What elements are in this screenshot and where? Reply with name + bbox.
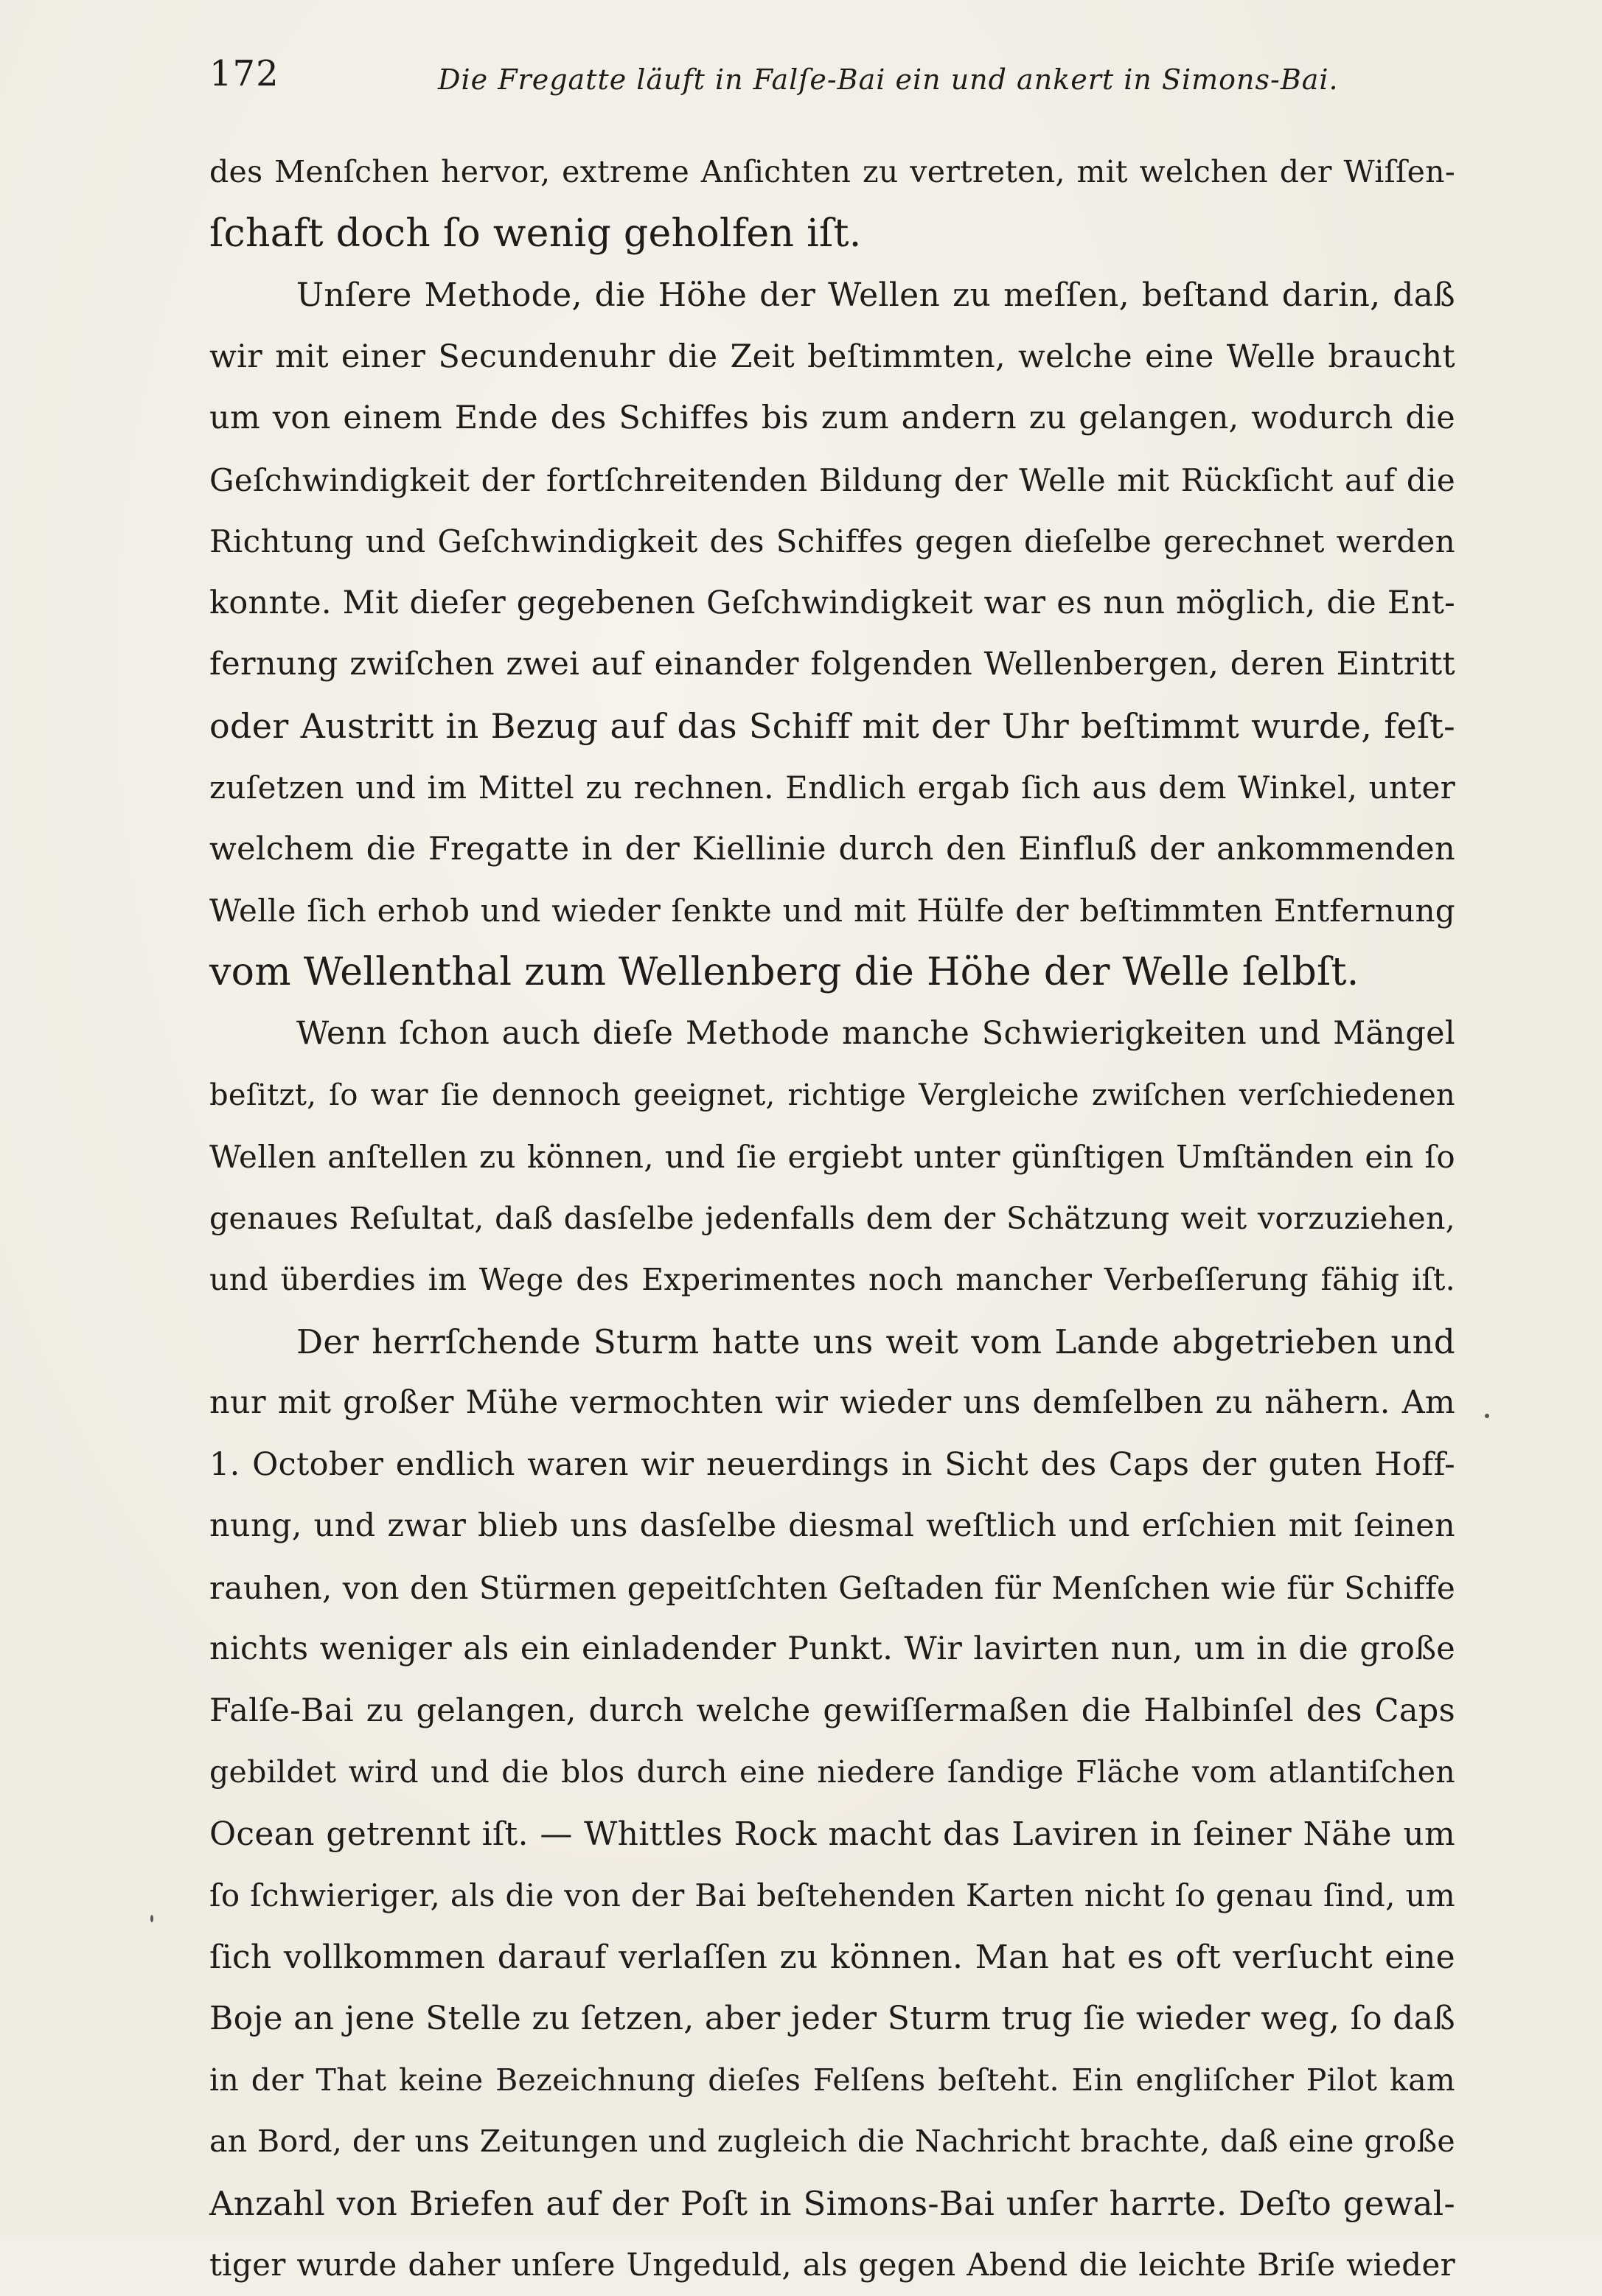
text-line: oder Austritt in Bezug auf das Schiff mit der Uhr beſtimmt wurde, feſt-	[209, 705, 1455, 746]
paragraph-start-line: Unſere Methode, die Höhe der Wellen zu meſſen, beſtand darin, daß	[296, 276, 1455, 314]
text-line: in der That keine Bezeichnung dieſes Felſens beſteht. Ein engliſcher Pilot kam	[209, 2062, 1455, 2098]
text-line: vom Wellenthal zum Wellenberg die Höhe der Welle ſelbſt.	[209, 949, 1359, 994]
page-number: 172	[209, 53, 279, 94]
text-line: Falſe-Bai zu gelangen, durch welche gewiſſermaßen die Halbinſel des Caps	[209, 1692, 1455, 1729]
paragraph-start-line: Der herrſchende Sturm hatte uns weit vom Lande abgetrieben und	[296, 1322, 1455, 1361]
text-line: genaues Reſultat, daß dasſelbe jedenfalls dem der Schätzung weit vorzuziehen,	[209, 1200, 1455, 1236]
text-line: Wellen anſtellen zu können, und ſie ergiebt unter günſtigen Umſtänden ein ſo	[209, 1139, 1455, 1175]
text-line: tiger wurde daher unſere Ungeduld, als gegen Abend die leichte Briſe wieder	[209, 2247, 1455, 2283]
body-text	[209, 142, 1455, 2296]
paper-speck	[150, 1915, 153, 1922]
text-line: beſitzt, ſo war ſie dennoch geeignet, richtige Vergleiche zwiſchen verſchiedenen	[209, 1078, 1455, 1112]
text-line: Richtung und Geſchwindigkeit des Schiffes gegen dieſelbe gerechnet werden	[209, 523, 1455, 559]
text-line: um von einem Ende des Schiffes bis zum andern zu gelangen, wodurch die	[209, 399, 1455, 436]
paragraph-start-line: Wenn ſchon auch dieſe Methode manche Schwierigkeiten und Mängel	[296, 1015, 1455, 1052]
text-line: welchem die Fregatte in der Kiellinie durch den Einfluß der ankommenden	[209, 830, 1455, 868]
text-line: ſo ſchwieriger, als die von der Bai beſtehenden Karten nicht ſo genau ſind, um	[209, 1877, 1455, 1913]
text-line: Ocean getrennt iſt. — Whittles Rock macht das Laviren in ſeiner Nähe um	[209, 1815, 1455, 1853]
text-line: des Menſchen hervor, extreme Anſichten zu vertreten, mit welchen der Wiſſen-	[209, 154, 1455, 189]
text-line: nur mit großer Mühe vermochten wir wieder uns demſelben zu nähern. Am	[209, 1384, 1455, 1421]
text-line: konnte. Mit dieſer gegebenen Geſchwindigkeit war es nun möglich, die Ent-	[209, 584, 1455, 621]
text-line: rauhen, von den Stürmen gepeitſchten Geſtaden für Menſchen wie für Schiffe	[209, 1569, 1455, 1606]
text-line: 1. October endlich waren wir neuerdings in Sicht des Caps der guten Hoff-	[209, 1445, 1455, 1483]
page-header	[209, 53, 1339, 105]
text-line: nichts weniger als ein einladender Punkt. Wir lavirten nun, um in die große	[209, 1630, 1455, 1667]
text-line: Boje an jene Stelle zu ſetzen, aber jeder Sturm trug ſie wieder weg, ſo daß	[209, 2000, 1455, 2037]
text-line: Geſchwindigkeit der fortſchreitenden Bildung der Welle mit Rückſicht auf die	[209, 461, 1455, 498]
text-line: fernung zwiſchen zwei auf einander folgenden Wellenbergen, deren Eintritt	[209, 646, 1455, 683]
text-line: Welle ſich erhob und wieder ſenkte und mit Hülfe der beſtimmten Entfernung	[209, 893, 1455, 929]
text-line: ſich vollkommen darauf verlaſſen zu können. Man hat es oft verſucht eine	[209, 1938, 1455, 1976]
text-line: ſchaft doch ſo wenig geholfen iſt.	[209, 211, 862, 256]
text-line: und überdies im Wege des Experimentes noch mancher Verbeſſerung fähig iſt.	[209, 1262, 1455, 1297]
paper-speck	[1485, 1414, 1489, 1418]
text-line: an Bord, der uns Zeitungen und zugleich die Nachricht brachte, daß eine große	[209, 2124, 1455, 2159]
text-line: gebildet wird und die blos durch eine niedere ſandige Fläche vom atlantiſchen	[209, 1754, 1455, 1790]
text-line: nung, und zwar blieb uns dasſelbe diesmal weſtlich und erſchien mit ſeinen	[209, 1507, 1455, 1544]
text-line: Anzahl von Briefen auf der Poſt in Simons-Bai unſer harrte. Deſto gewal-	[209, 2183, 1455, 2223]
text-line: zuſetzen und im Mittel zu rechnen. Endlich ergab ſich aus dem Winkel, unter	[209, 770, 1455, 806]
running-title: Die Fregatte läuft in Falſe-Bai ein und ankert in Simons-Bai.	[438, 63, 1339, 96]
text-line: wir mit einer Secundenuhr die Zeit beſtimmten, welche eine Welle braucht	[209, 338, 1455, 375]
